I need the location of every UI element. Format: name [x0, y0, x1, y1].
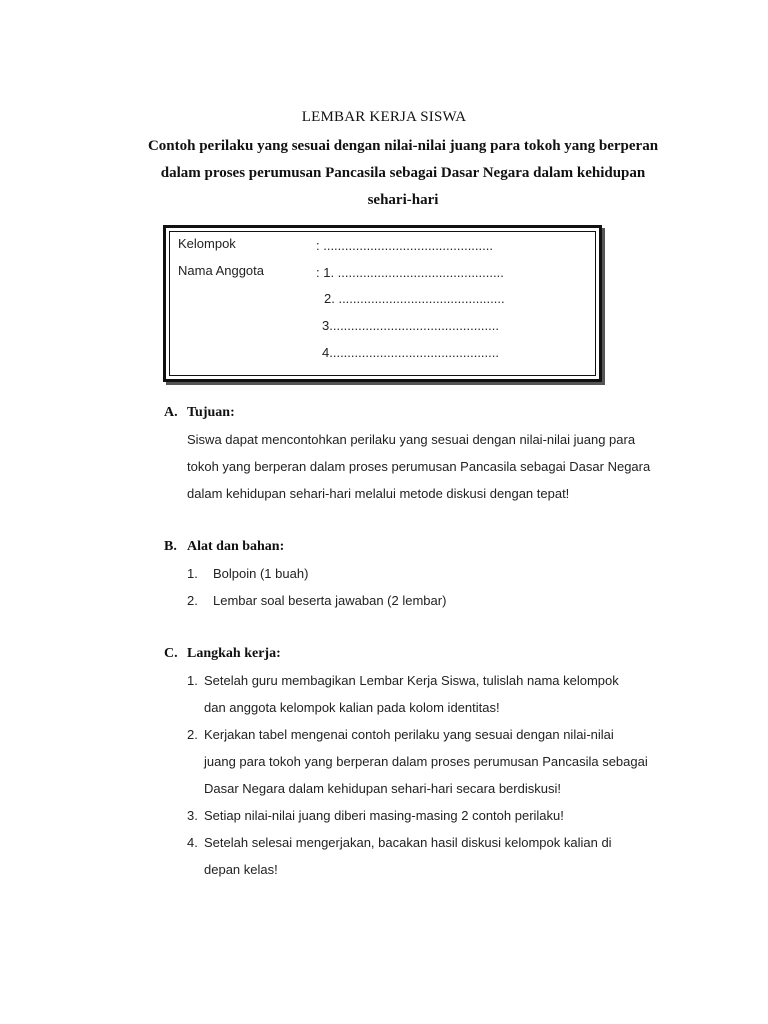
- section-c-letter: C.: [164, 646, 178, 661]
- section-b-item-1-number: 1.: [187, 566, 198, 581]
- section-c-item-2-number: 2.: [187, 727, 198, 742]
- section-b-heading: Alat dan bahan:: [187, 539, 285, 554]
- section-b-item-2-number: 2.: [187, 593, 198, 608]
- member-field-2[interactable]: 2. ..............................................: [324, 291, 505, 306]
- section-a-line-1: Siswa dapat mencontohkan perilaku yang sesuai dengan nilai-nilai juang para: [187, 432, 636, 447]
- subtitle-line-1: Contoh perilaku yang sesuai dengan nilai-nilai juang para tokoh yang berperan: [147, 138, 659, 154]
- worksheet-title: LEMBAR KERJA SISWA: [301, 109, 467, 125]
- subtitle-line-3: sehari-hari: [367, 192, 439, 208]
- subtitle-line-2: dalam proses perumusan Pancasila sebagai Dasar Negara dalam kehidupan: [160, 165, 646, 181]
- member-field-1[interactable]: : 1. ..............................................: [316, 265, 504, 280]
- section-c-item-4-line-2: depan kelas!: [204, 862, 278, 877]
- identity-box: [163, 225, 602, 382]
- section-c-item-3-line-1: Setiap nilai-nilai juang diberi masing-masing 2 contoh perilaku!: [204, 808, 564, 823]
- section-c-item-1-number: 1.: [187, 673, 198, 688]
- section-c-item-4-number: 4.: [187, 835, 198, 850]
- members-label: Nama Anggota: [178, 263, 265, 278]
- section-c-heading: Langkah kerja:: [187, 646, 281, 661]
- member-field-3[interactable]: 3...............................................: [322, 318, 499, 333]
- section-b-item-2-text: Lembar soal beserta jawaban (2 lembar): [213, 593, 447, 608]
- section-a-letter: A.: [164, 405, 178, 420]
- section-c-item-4-line-1: Setelah selesai mengerjakan, bacakan hasil diskusi kelompok kalian di: [204, 835, 612, 850]
- group-field[interactable]: : ...............................................: [316, 238, 493, 253]
- section-c-item-1-line-2: dan anggota kelompok kalian pada kolom identitas!: [204, 700, 500, 715]
- section-c-item-1-line-1: Setelah guru membagikan Lembar Kerja Siswa, tulislah nama kelompok: [204, 673, 619, 688]
- member-field-4[interactable]: 4...............................................: [322, 345, 499, 360]
- section-a-line-3: dalam kehidupan sehari-hari melalui metode diskusi dengan tepat!: [187, 486, 570, 501]
- section-c-item-3-number: 3.: [187, 808, 198, 823]
- group-label: Kelompok: [178, 236, 236, 251]
- section-c-item-2-line-2: juang para tokoh yang berperan dalam proses perumusan Pancasila sebagai: [204, 754, 648, 769]
- section-b-item-1-text: Bolpoin (1 buah): [213, 566, 309, 581]
- section-c-item-2-line-3: Dasar Negara dalam kehidupan sehari-hari secara berdiskusi!: [204, 781, 561, 796]
- section-a-heading: Tujuan:: [187, 405, 235, 420]
- section-a-line-2: tokoh yang berperan dalam proses perumusan Pancasila sebagai Dasar Negara: [187, 459, 651, 474]
- section-c-item-2-line-1: Kerjakan tabel mengenai contoh perilaku yang sesuai dengan nilai-nilai: [204, 727, 614, 742]
- section-b-letter: B.: [164, 539, 177, 554]
